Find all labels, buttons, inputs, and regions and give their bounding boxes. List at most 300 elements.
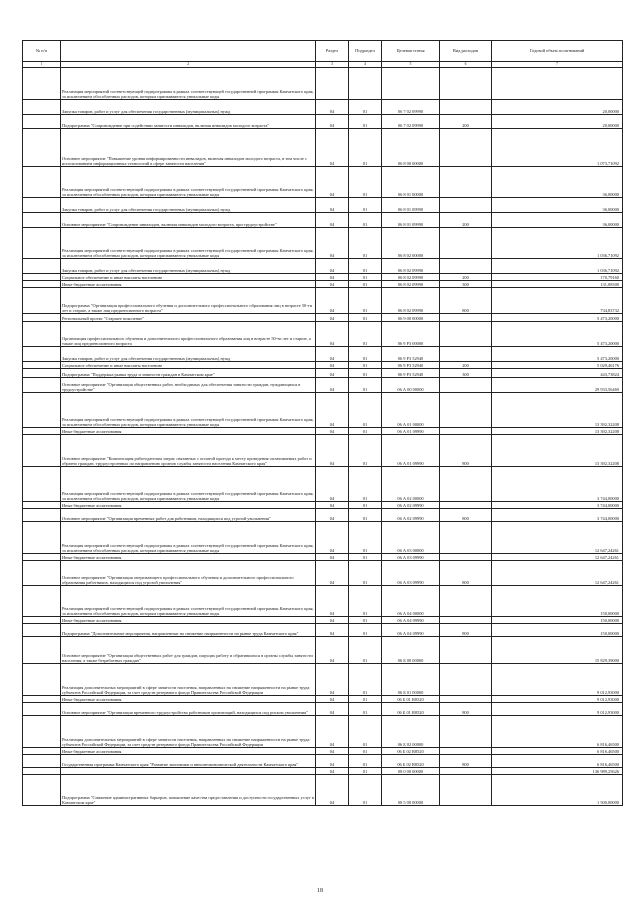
subsection-cell: 01	[349, 428, 382, 435]
subsection-cell: 01	[349, 509, 382, 522]
section-cell: 04	[316, 522, 349, 554]
item-name-cell: Реализация мероприятий соответствующей подпрограммы в рамках соответствующей государственной программы Камчатского края, за исключением обособленных расходов, которым присваиваются уникальные коды	[61, 393, 316, 428]
expense-type-cell: 800	[440, 755, 492, 768]
index-cell: 2	[61, 62, 316, 68]
table-row	[23, 561, 623, 586]
subsection-cell: 01	[349, 664, 382, 696]
index-cell: 7	[492, 62, 623, 68]
table-row	[23, 347, 623, 362]
table-row	[23, 314, 623, 322]
target-article-cell	[382, 68, 440, 100]
item-name-cell: Реализация дополнительных мероприятий в сфере занятости населения, направленных на снижение напряженности на рынке труда субъектов Российской Федерации, за счет средств резервного фонда Правительства Российской Федерации	[61, 664, 316, 696]
target-article-cell: 06 8 02 09990	[382, 259, 440, 274]
expense-type-cell	[440, 586, 492, 617]
item-name-cell: Основное мероприятие "Организация временного трудоустройства работников организаций, находящихся под риском увольнения"	[61, 703, 316, 716]
row-number-cell	[23, 129, 61, 167]
item-name-cell: Закупка товаров, работ и услуг для обеспечения государственных (муниципальных) нужд	[61, 259, 316, 274]
expense-type-cell	[440, 502, 492, 509]
row-number-cell	[23, 259, 61, 274]
table-row	[23, 288, 623, 314]
subsection-cell: 01	[349, 322, 382, 347]
subsection-cell: 01	[349, 755, 382, 768]
amount-cell: 6 816,46500	[492, 748, 623, 755]
target-article-cell: 06 А 04 00000	[382, 586, 440, 617]
table-row	[23, 228, 623, 259]
expense-type-cell	[440, 522, 492, 554]
item-name-cell: Реализация дополнительных мероприятий в сфере занятости населения, направленных на снижение напряженности на рынке труда субъектов Российской Федерации, за счет средств резервного фонда Правительства Российской Федерации	[61, 716, 316, 748]
item-name-cell: Иные бюджетные ассигнования	[61, 696, 316, 703]
target-article-cell: 06 А 02 09990	[382, 509, 440, 522]
table-body	[23, 68, 623, 806]
target-article-cell: 06 А 03 09990	[382, 561, 440, 586]
target-article-cell: 06 Б 01 00000	[382, 664, 440, 696]
subsection-cell: 01	[349, 624, 382, 637]
section-cell: 04	[316, 314, 349, 322]
row-number-cell	[23, 716, 61, 748]
expense-type-cell: 800	[440, 288, 492, 314]
table-row	[23, 624, 623, 637]
table-row	[23, 748, 623, 755]
table-row	[23, 362, 623, 369]
expense-type-cell: 800	[440, 703, 492, 716]
expense-type-cell	[440, 428, 492, 435]
row-number-cell	[23, 775, 61, 806]
target-article-cell: 06 7 02 09990	[382, 100, 440, 115]
target-article-cell: 06 8 02 09990	[382, 281, 440, 288]
subsection-cell: 01	[349, 703, 382, 716]
section-cell: 04	[316, 696, 349, 703]
section-cell: 04	[316, 198, 349, 213]
table-row	[23, 696, 623, 703]
section-cell: 04	[316, 509, 349, 522]
item-name-cell: Иные бюджетные ассигнования	[61, 428, 316, 435]
subsection-cell: 01	[349, 100, 382, 115]
table-row	[23, 617, 623, 624]
amount-cell: 170,79160	[492, 274, 623, 281]
subsection-cell: 01	[349, 274, 382, 281]
expense-type-cell: 300	[440, 369, 492, 378]
target-article-cell: 06 9 P3 52940	[382, 347, 440, 362]
subsection-cell: 01	[349, 435, 382, 467]
expense-type-cell: 200	[440, 213, 492, 228]
section-cell: 04	[316, 288, 349, 314]
target-article-cell: 06 9 P3 52940	[382, 369, 440, 378]
expense-type-cell	[440, 322, 492, 347]
table-row	[23, 393, 623, 428]
row-number-cell	[23, 509, 61, 522]
target-article-cell: 06 Б 02 00000	[382, 716, 440, 748]
row-number-cell	[23, 369, 61, 378]
target-article-cell: 06 8 02 00000	[382, 228, 440, 259]
row-number-cell	[23, 624, 61, 637]
target-article-cell: 06 8 02 09990	[382, 288, 440, 314]
expense-type-cell	[440, 198, 492, 213]
item-name-cell: Региональный проект "Старшее поколение"	[61, 314, 316, 322]
section-cell: 04	[316, 716, 349, 748]
amount-cell: 9 012,93000	[492, 664, 623, 696]
subsection-cell: 01	[349, 393, 382, 428]
table-row	[23, 322, 623, 347]
expense-type-cell	[440, 664, 492, 696]
subsection-cell: 01	[349, 281, 382, 288]
expense-type-cell	[440, 100, 492, 115]
row-number-cell	[23, 100, 61, 115]
row-number-cell	[23, 198, 61, 213]
target-article-cell: 06 А 04 09990	[382, 617, 440, 624]
amount-cell: 5 473,20000	[492, 347, 623, 362]
table-row	[23, 703, 623, 716]
item-name-cell: Реализация мероприятий соответствующей подпрограммы в рамках соответствующей государственной программы Камчатского края, за исключением обособленных расходов, которым присваиваются уникальные коды	[61, 68, 316, 100]
row-number-cell	[23, 696, 61, 703]
item-name-cell: Реализация мероприятий соответствующей подпрограммы в рамках соответствующей государственной программы Камчатского края, за исключением обособленных расходов, которым присваиваются уникальные коды	[61, 586, 316, 617]
amount-cell: 136 989,25626	[492, 768, 623, 775]
expense-type-cell	[440, 129, 492, 167]
expense-type-cell	[440, 716, 492, 748]
section-cell: 04	[316, 428, 349, 435]
expense-type-cell	[440, 637, 492, 664]
target-article-cell: 06 9 P3 52940	[382, 362, 440, 369]
subsection-cell: 01	[349, 502, 382, 509]
row-number-cell	[23, 617, 61, 624]
subsection-cell: 01	[349, 617, 382, 624]
target-article-cell: 06 А 00 00000	[382, 378, 440, 393]
section-cell: 04	[316, 554, 349, 561]
section-cell: 04	[316, 561, 349, 586]
document-page	[22, 40, 622, 806]
target-article-cell: 06 А 01 09990	[382, 435, 440, 467]
row-number-cell	[23, 314, 61, 322]
table-row	[23, 281, 623, 288]
amount-cell: 12 647,24261	[492, 522, 623, 554]
target-article-cell: 06 А 03 00000	[382, 522, 440, 554]
amount-cell: 1 500,00000	[492, 775, 623, 806]
expense-type-cell	[440, 167, 492, 198]
page-number: 18	[317, 888, 323, 894]
item-name-cell: Реализация мероприятий соответствующей подпрограммы в рамках соответствующей государственной программы Камчатского края, за исключением обособленных расходов, которым присваиваются уникальные коды	[61, 467, 316, 502]
expense-type-cell	[440, 467, 492, 502]
item-name-cell: Основное мероприятие "Компенсация работодателям затрат, связанных с оплатой проезда к месту проведения оплачиваемых работ и обратно граждан, трудоустроенных по направлению органов службы занятости населения Камчатского края"	[61, 435, 316, 467]
amount-cell: 36,00000	[492, 167, 623, 198]
row-number-cell	[23, 637, 61, 664]
section-cell: 04	[316, 664, 349, 696]
row-number-cell	[23, 378, 61, 393]
item-name-cell: Иные бюджетные ассигнования	[61, 748, 316, 755]
section-cell: 04	[316, 502, 349, 509]
item-name-cell: Реализация мероприятий соответствующей подпрограммы в рамках соответствующей государственной программы Камчатского края, за исключением обособленных расходов, которым присваиваются уникальные коды	[61, 228, 316, 259]
amount-cell: 3 744,00000	[492, 509, 623, 522]
header-exptype: Вид расходов	[440, 41, 492, 62]
row-number-cell	[23, 288, 61, 314]
section-cell: 04	[316, 322, 349, 347]
subsection-cell: 01	[349, 696, 382, 703]
row-number-cell	[23, 664, 61, 696]
table-row	[23, 100, 623, 115]
amount-cell: 15 829,39000	[492, 637, 623, 664]
expense-type-cell: 200	[440, 362, 492, 369]
target-article-cell: 06 Б 02 R8520	[382, 748, 440, 755]
amount-cell: 13 392,32208	[492, 428, 623, 435]
table-row	[23, 167, 623, 198]
expense-type-cell	[440, 68, 492, 100]
section-cell: 04	[316, 768, 349, 775]
row-number-cell	[23, 115, 61, 129]
table-row	[23, 775, 623, 806]
expense-type-cell: 800	[440, 561, 492, 586]
item-name-cell: Иные бюджетные ассигнования	[61, 281, 316, 288]
section-cell: 04	[316, 100, 349, 115]
amount-cell: 131,08300	[492, 281, 623, 288]
section-cell: 04	[316, 347, 349, 362]
amount-cell: 20,00000	[492, 100, 623, 115]
target-article-cell: 06 А 04 09990	[382, 624, 440, 637]
target-article-cell: 08 0 00 00000	[382, 768, 440, 775]
section-cell: 04	[316, 228, 349, 259]
expense-type-cell	[440, 378, 492, 393]
index-cell: 4	[349, 62, 382, 68]
table-row	[23, 554, 623, 561]
subsection-cell: 01	[349, 362, 382, 369]
target-article-cell: 06 8 01 09990	[382, 213, 440, 228]
section-cell	[316, 68, 349, 100]
amount-cell: 1 036,71092	[492, 228, 623, 259]
header-amount: Годовой объем ассигнований	[492, 41, 623, 62]
subsection-cell: 01	[349, 378, 382, 393]
target-article-cell: 06 Б 02 R8520	[382, 755, 440, 768]
subsection-cell: 01	[349, 167, 382, 198]
index-cell: 6	[440, 62, 492, 68]
section-cell: 04	[316, 213, 349, 228]
expense-type-cell	[440, 393, 492, 428]
row-number-cell	[23, 435, 61, 467]
subsection-cell: 01	[349, 129, 382, 167]
section-cell: 04	[316, 586, 349, 617]
amount-cell: 150,00000	[492, 624, 623, 637]
amount-cell: 6 816,46500	[492, 716, 623, 748]
section-cell: 04	[316, 274, 349, 281]
row-number-cell	[23, 68, 61, 100]
table-row	[23, 522, 623, 554]
table-row	[23, 115, 623, 129]
amount-cell: 150,00000	[492, 586, 623, 617]
expense-type-cell	[440, 617, 492, 624]
subsection-cell: 01	[349, 748, 382, 755]
amount-cell: 12 647,24261	[492, 554, 623, 561]
amount-cell	[492, 68, 623, 100]
index-cell: 3	[316, 62, 349, 68]
index-cell: 1	[23, 62, 61, 68]
section-cell: 04	[316, 435, 349, 467]
table-row	[23, 664, 623, 696]
amount-cell: 734,83732	[492, 288, 623, 314]
amount-cell: 150,00000	[492, 617, 623, 624]
table-row	[23, 213, 623, 228]
subsection-cell: 01	[349, 467, 382, 502]
section-cell: 04	[316, 115, 349, 129]
table-row	[23, 509, 623, 522]
target-article-cell: 06 9 00 00000	[382, 314, 440, 322]
item-name-cell: Подпрограмма "Сопровождение при содействии занятости инвалидов, включая инвалидов молодого возраста"	[61, 115, 316, 129]
table-row	[23, 129, 623, 167]
section-cell: 04	[316, 281, 349, 288]
row-number-cell	[23, 561, 61, 586]
target-article-cell: 06 8 01 00000	[382, 167, 440, 198]
item-name-cell: Закупка товаров, работ и услуг для обеспечения государственных (муниципальных) нужд	[61, 198, 316, 213]
subsection-cell: 01	[349, 716, 382, 748]
item-name-cell: Социальное обеспечение и иные выплаты населению	[61, 274, 316, 281]
subsection-cell: 01	[349, 561, 382, 586]
section-cell: 04	[316, 259, 349, 274]
target-article-cell: 08 5 00 00000	[382, 775, 440, 806]
item-name-cell: Государственная программа Камчатского края "Развитие экономики и внешнеэкономической деятельности Камчатского края"	[61, 755, 316, 768]
row-number-cell	[23, 522, 61, 554]
subsection-cell: 01	[349, 637, 382, 664]
section-cell: 04	[316, 637, 349, 664]
target-article-cell: 06 А 02 00000	[382, 467, 440, 502]
table-row	[23, 768, 623, 775]
subsection-cell: 01	[349, 115, 382, 129]
expense-type-cell	[440, 259, 492, 274]
row-number-cell	[23, 347, 61, 362]
header-name	[61, 41, 316, 62]
expense-type-cell	[440, 554, 492, 561]
amount-cell: 13 392,32208	[492, 435, 623, 467]
row-number-cell	[23, 755, 61, 768]
item-name-cell: Основное мероприятие "Организация опережающего профессионального обучения и дополнительного профессионального образования работников, находящихся под угрозой увольнения"	[61, 561, 316, 586]
item-name-cell: Реализация мероприятий соответствующей подпрограммы в рамках соответствующей государственной программы Камчатского края, за исключением обособленных расходов, которым присваиваются уникальные коды	[61, 167, 316, 198]
item-name-cell: Основное мероприятие "Повышение уровня информированности инвалидов, включая инвалидов молодого возраста, в том числе с использованием информационных технологий в сфере занятости населения"	[61, 129, 316, 167]
row-number-cell	[23, 281, 61, 288]
item-name-cell: Организация профессионального обучения и дополнительного профессионального образования лиц в возрасте 50-ти лет и старше, а также лиц предпенсионного возраста	[61, 322, 316, 347]
table-row	[23, 435, 623, 467]
item-name-cell: Подпрограмма "Дополнительные мероприятия, направленные на снижение напряженности на рынке труда Камчатского края"	[61, 624, 316, 637]
table-row	[23, 378, 623, 393]
item-name-cell: Социальное обеспечение и иные выплаты населению	[61, 362, 316, 369]
subsection-cell: 01	[349, 768, 382, 775]
row-number-cell	[23, 213, 61, 228]
target-article-cell: 06 А 03 09990	[382, 554, 440, 561]
table-row	[23, 502, 623, 509]
target-article-cell: 06 8 01 09990	[382, 198, 440, 213]
amount-cell: 443,73824	[492, 369, 623, 378]
expense-type-cell: 800	[440, 509, 492, 522]
table-header-row	[23, 41, 623, 62]
amount-cell: 36,00000	[492, 198, 623, 213]
section-cell: 04	[316, 703, 349, 716]
section-cell: 04	[316, 362, 349, 369]
row-number-cell	[23, 467, 61, 502]
section-cell: 04	[316, 378, 349, 393]
item-name-cell: Основное мероприятие "Сопровождение инвалидов, включая инвалидов молодого возраста, при трудоустройстве"	[61, 213, 316, 228]
target-article-cell: 06 А 01 09990	[382, 428, 440, 435]
header-no: № п/п	[23, 41, 61, 62]
target-article-cell: 06 А 02 09990	[382, 502, 440, 509]
table-row	[23, 274, 623, 281]
item-name-cell: Иные бюджетные ассигнования	[61, 554, 316, 561]
target-article-cell: 06 8 00 00000	[382, 129, 440, 167]
item-name-cell: Иные бюджетные ассигнования	[61, 617, 316, 624]
section-cell: 04	[316, 755, 349, 768]
row-number-cell	[23, 748, 61, 755]
section-cell: 04	[316, 624, 349, 637]
row-number-cell	[23, 274, 61, 281]
table-row	[23, 369, 623, 378]
subsection-cell: 01	[349, 198, 382, 213]
expense-type-cell	[440, 775, 492, 806]
expense-type-cell: 800	[440, 435, 492, 467]
subsection-cell: 01	[349, 347, 382, 362]
target-article-cell: 06 7 02 09990	[382, 115, 440, 129]
header-subsection: Подраздел	[349, 41, 382, 62]
section-cell: 04	[316, 167, 349, 198]
row-number-cell	[23, 428, 61, 435]
expense-type-cell	[440, 696, 492, 703]
target-article-cell: 06 9 P3 00000	[382, 322, 440, 347]
header-target: Целевая статья	[382, 41, 440, 62]
section-cell: 04	[316, 467, 349, 502]
amount-cell: 3 744,00000	[492, 502, 623, 509]
table-row	[23, 467, 623, 502]
subsection-cell: 01	[349, 369, 382, 378]
table-row	[23, 716, 623, 748]
expense-type-cell	[440, 314, 492, 322]
expense-type-cell: 200	[440, 274, 492, 281]
amount-cell: 36,00000	[492, 213, 623, 228]
section-cell: 04	[316, 748, 349, 755]
amount-cell: 1 073,71092	[492, 129, 623, 167]
expense-type-cell	[440, 228, 492, 259]
amount-cell: 9 012,93000	[492, 703, 623, 716]
item-name-cell: Подпрограмма "Поддержка рынка труда и занятости граждан в Камчатском крае"	[61, 369, 316, 378]
subsection-cell: 01	[349, 259, 382, 274]
amount-cell: 5 473,20000	[492, 314, 623, 322]
amount-cell: 6 816,46500	[492, 755, 623, 768]
expense-type-cell: 200	[440, 115, 492, 129]
row-number-cell	[23, 554, 61, 561]
subsection-cell: 01	[349, 213, 382, 228]
index-cell: 5	[382, 62, 440, 68]
item-name-cell: Основное мероприятие "Организация общественных работ, необходимых для обеспечения занятости граждан, нуждающихся в трудоустройстве"	[61, 378, 316, 393]
table-row	[23, 637, 623, 664]
item-name-cell: Закупка товаров, работ и услуг для обеспечения государственных (муниципальных) нужд	[61, 100, 316, 115]
section-cell: 04	[316, 617, 349, 624]
row-number-cell	[23, 768, 61, 775]
subsection-cell: 01	[349, 228, 382, 259]
section-cell: 04	[316, 369, 349, 378]
section-cell: 04	[316, 393, 349, 428]
subsection-cell: 01	[349, 775, 382, 806]
table-row	[23, 755, 623, 768]
target-article-cell: 06 Б 01 R8520	[382, 696, 440, 703]
item-name-cell: Реализация мероприятий соответствующей подпрограммы в рамках соответствующей государственной программы Камчатского края, за исключением обособленных расходов, которым присваиваются уникальные коды	[61, 522, 316, 554]
subsection-cell	[349, 68, 382, 100]
row-number-cell	[23, 322, 61, 347]
table-row	[23, 259, 623, 274]
subsection-cell: 01	[349, 314, 382, 322]
amount-cell: 5 029,46176	[492, 362, 623, 369]
row-number-cell	[23, 362, 61, 369]
item-name-cell: Подпрограмма "Снижение административных барьеров, повышение качества предоставления и доступности государственных услуг в Камчатском крае"	[61, 775, 316, 806]
amount-cell: 13 392,32208	[492, 393, 623, 428]
item-name-cell: Подпрограмма "Организация профессионального обучения и дополнительного профессионального образования лиц в возрасте 50-ти лет и старше, а также лиц предпенсионного возраста"	[61, 288, 316, 314]
item-name-cell: Основное мероприятие "Организация общественных работ для граждан, ищущих работу и обратившихся в органы службы занятости населения, а также безработных граждан"	[61, 637, 316, 664]
subsection-cell: 01	[349, 288, 382, 314]
row-number-cell	[23, 703, 61, 716]
budget-table	[22, 40, 623, 806]
row-number-cell	[23, 502, 61, 509]
expense-type-cell: 300	[440, 281, 492, 288]
item-name-cell	[61, 768, 316, 775]
item-name-cell: Основное мероприятие "Организация временных работ для работников, находящихся под угрозой увольнения"	[61, 509, 316, 522]
